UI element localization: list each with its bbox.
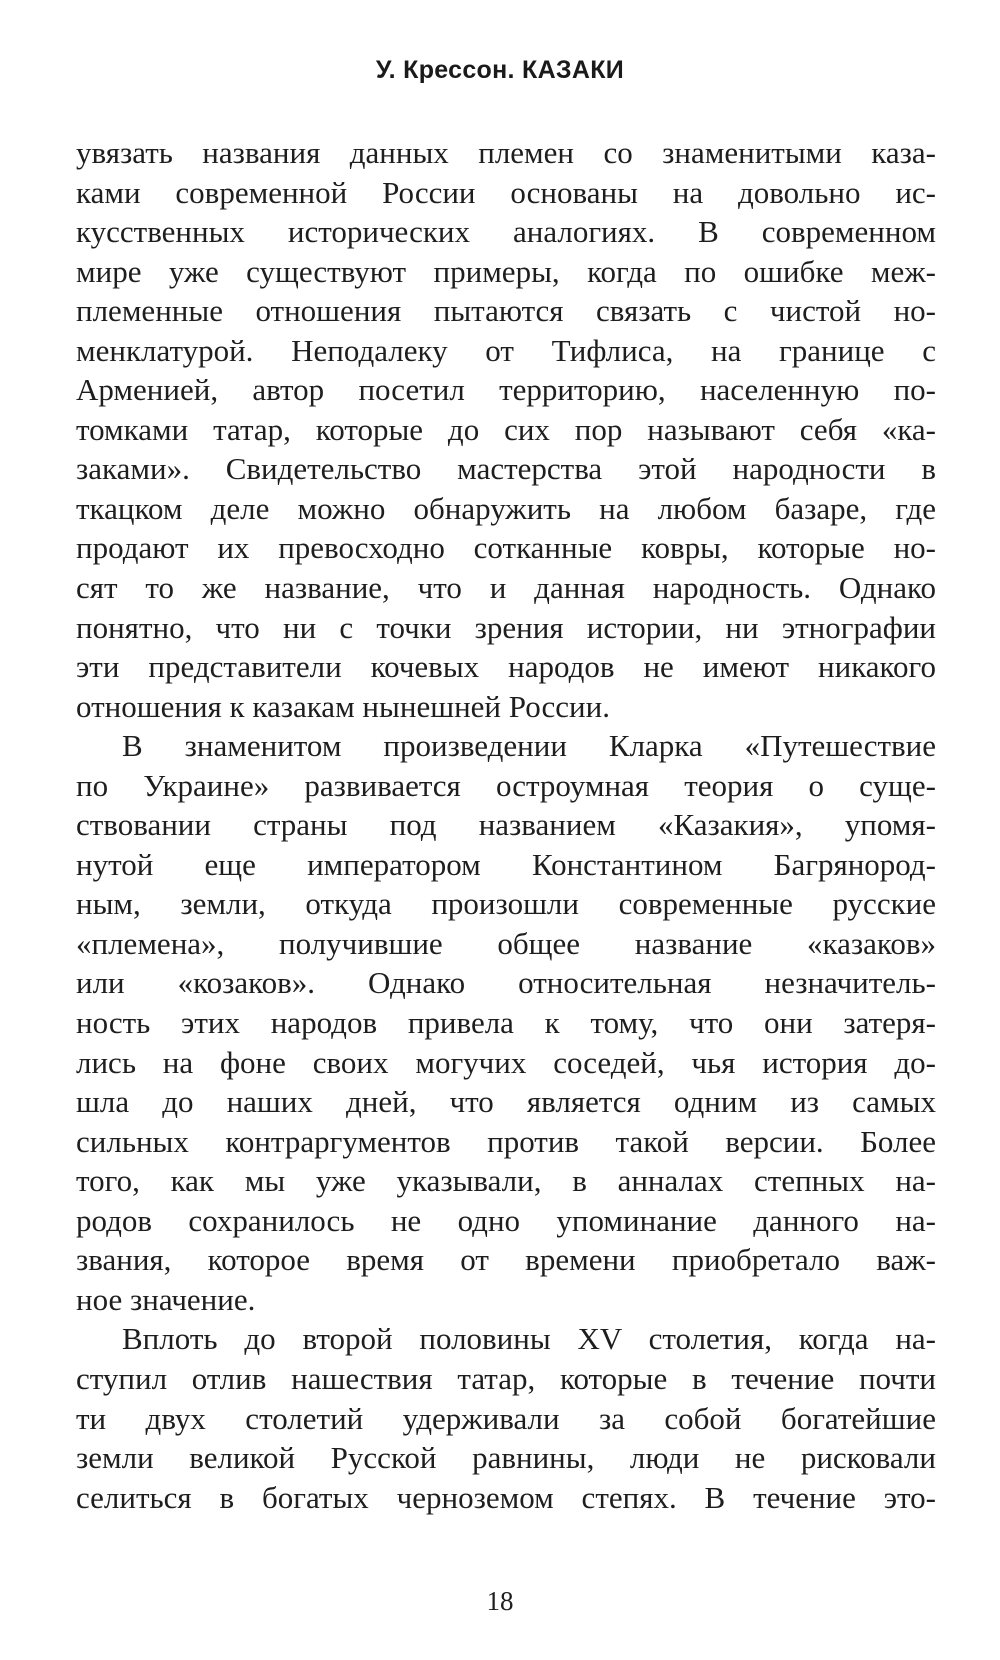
text-line: ным, земли, откуда произошли современные русские — [76, 886, 936, 922]
text-line: Вплоть до второй половины XV столетия, когда на- — [122, 1321, 936, 1357]
text-line: нутой еще императором Константином Багрянород- — [76, 846, 936, 882]
running-head: У. Крессон. КАЗАКИ — [375, 56, 625, 84]
text-line: лись на фоне своих могучих соседей, чья история до- — [76, 1044, 936, 1080]
text-line: ное значение. — [76, 1281, 256, 1317]
text-line: заками». Свидетельство мастерства этой народности в — [76, 451, 936, 487]
text-line: племенные отношения пытаются связать с чистой но- — [76, 293, 936, 329]
text-line: родов сохранилось не одно упоминание данного на- — [76, 1202, 936, 1238]
text-line: менклатурой. Неподалеку от Тифлиса, на границе с — [76, 332, 936, 368]
text-line: ти двух столетий удерживали за собой богатейшие — [76, 1400, 936, 1436]
text-line: селиться в богатых черноземом степях. В течение это- — [76, 1479, 936, 1515]
text-line: или «козаков». Однако относительная незначитель- — [76, 965, 936, 1001]
text-line: ступил отлив нашествия татар, которые в течение почти — [76, 1360, 936, 1396]
text-line: земли великой Русской равнины, люди не рисковали — [76, 1440, 936, 1476]
text-line: мире уже существуют примеры, когда по ошибке меж- — [76, 253, 936, 289]
text-line: ствовании страны под названием «Казакия», упомя- — [76, 807, 936, 843]
text-line: кусственных исторических аналогиях. В современном — [76, 214, 936, 250]
text-line: звания, которое время от времени приобретало важ- — [76, 1242, 936, 1278]
text-line: по Украине» развивается остроумная теория о суще- — [76, 767, 936, 803]
text-line: понятно, что ни с точки зрения истории, ни этнографии — [76, 609, 936, 645]
text-line: ками современной России основаны на довольно ис- — [76, 174, 936, 210]
text-line: шла до наших дней, что является одним из самых — [76, 1084, 936, 1120]
text-line: сят то же название, что и данная народность. Однако — [76, 570, 936, 606]
text-line: увязать названия данных племен со знаменитыми каза- — [76, 135, 936, 170]
text-line: ткацком деле можно обнаружить на любом базаре, где — [76, 490, 936, 526]
body-text — [76, 133, 936, 1517]
text-line: продают их превосходно сотканные ковры, которые но- — [76, 530, 936, 566]
text-line: Арменией, автор посетил территорию, населенную по- — [76, 372, 936, 408]
text-line: сильных контраргументов против такой версии. Более — [76, 1123, 936, 1159]
text-line: ность этих народов привела к тому, что они затеря- — [76, 1005, 936, 1041]
text-line: отношения к казакам нынешней России. — [76, 688, 610, 724]
text-line: В знаменитом произведении Кларка «Путешествие — [122, 728, 936, 764]
text-line: эти представители кочевых народов не имеют никакого — [76, 649, 936, 685]
page-number: 18 — [486, 1586, 514, 1616]
text-line: «племена», получившие общее название «казаков» — [76, 925, 936, 961]
text-line: того, как мы уже указывали, в анналах степных на- — [76, 1163, 936, 1199]
text-line: томками татар, которые до сих пор называют себя «ка- — [76, 411, 936, 447]
